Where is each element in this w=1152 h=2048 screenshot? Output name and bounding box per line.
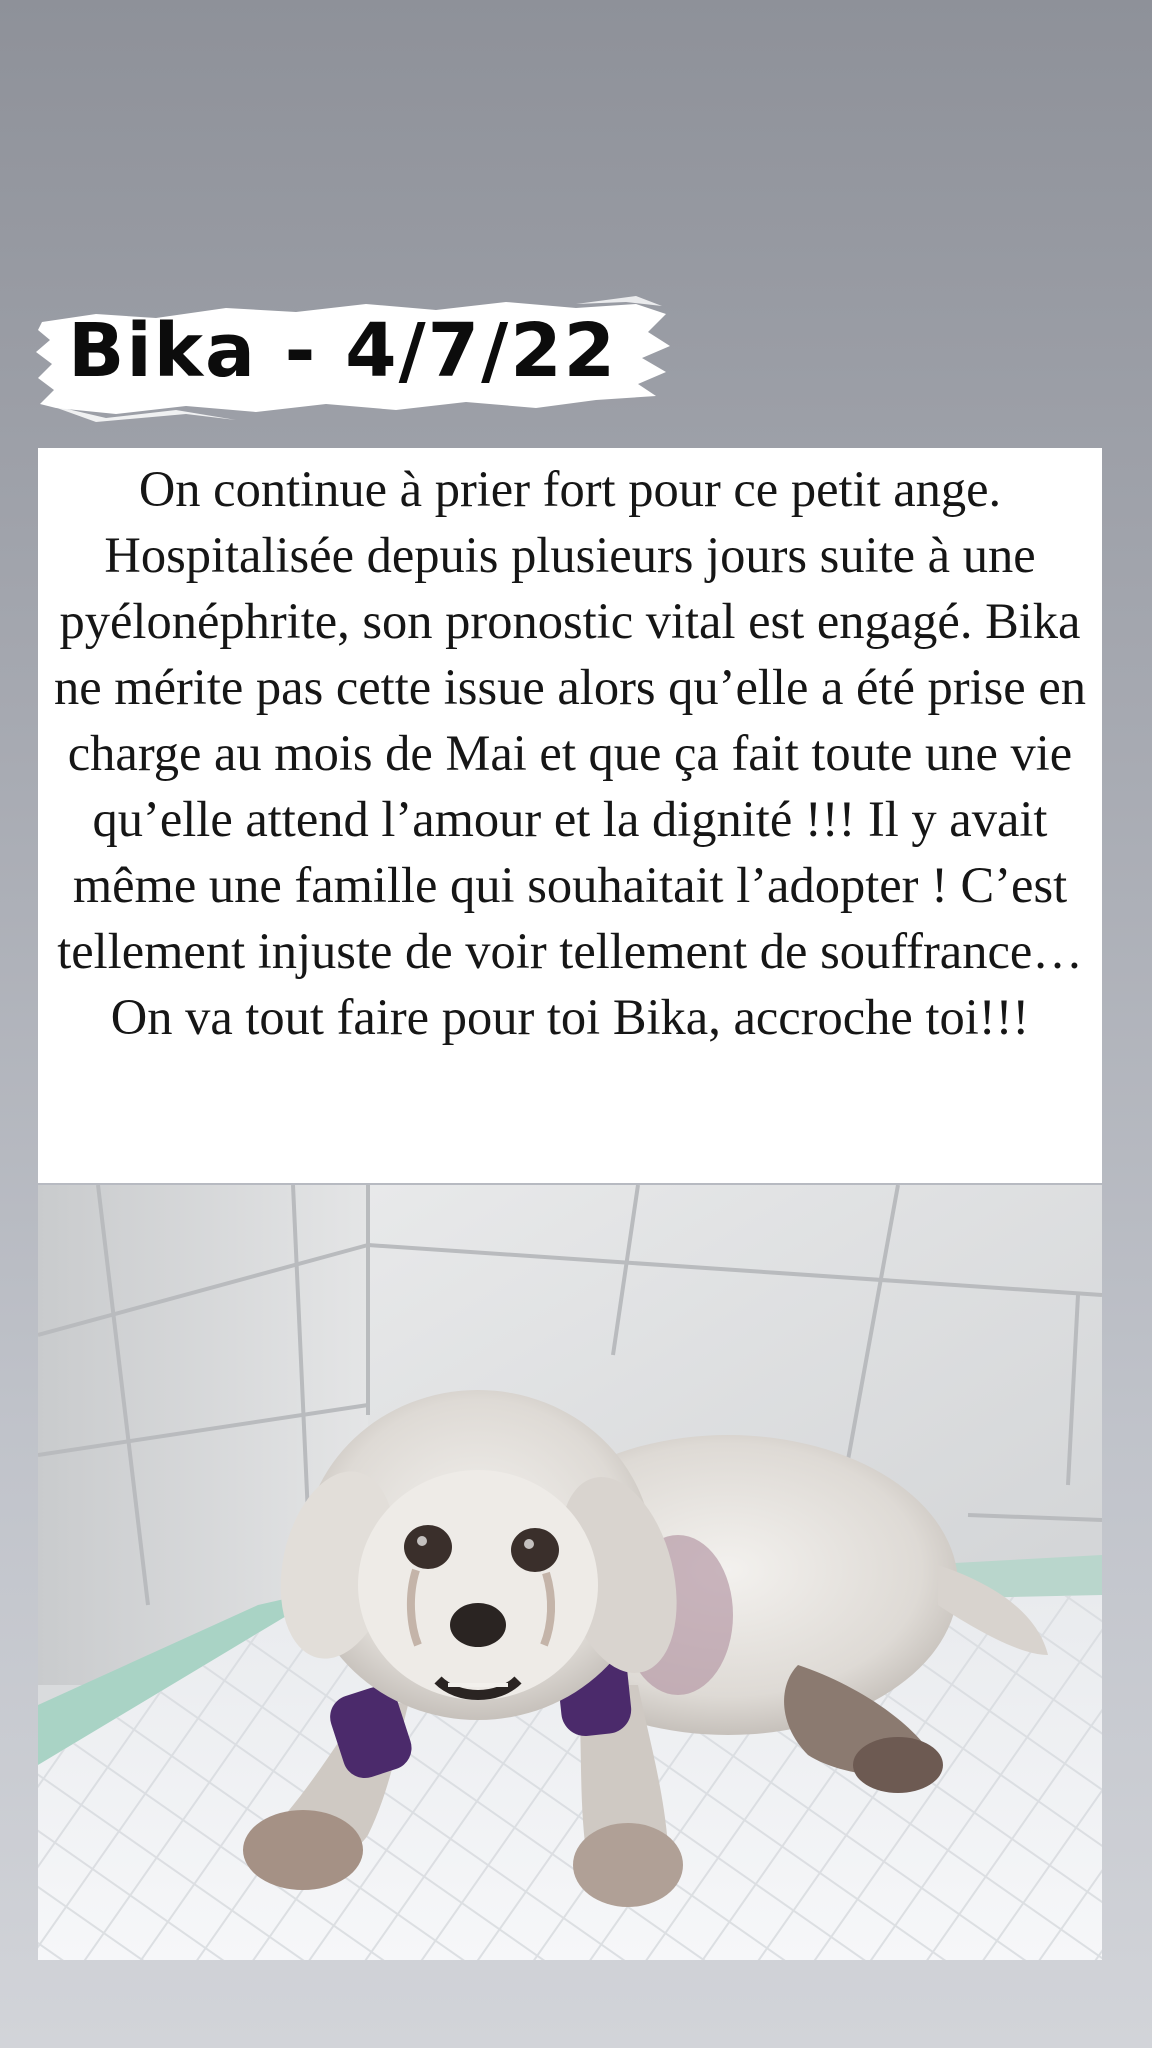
story-title: Bika - 4/7/22 <box>68 308 618 394</box>
dog-photo <box>38 1185 1102 1960</box>
title-sticker <box>36 292 672 424</box>
dog-photo-illustration <box>38 1185 1102 1960</box>
caption-box <box>38 448 1102 1183</box>
caption-text: On continue à prier fort pour ce petit ange. Hospitalisée depuis plusieurs jours suite à une pyélonéphrite, son pronostic vital est engagé. Bika ne mérite pas cette issue alors qu’elle a été prise en charge au mois de Mai et que ça fait toute une vie qu’elle attend l’amour et la dignité !!! Il y avait même une famille qui souhaitait l’adopter ! C’est tellement injuste de voir tellement de souffrance… On va tout faire pour toi Bika, accroche toi!!! <box>54 461 1086 1045</box>
